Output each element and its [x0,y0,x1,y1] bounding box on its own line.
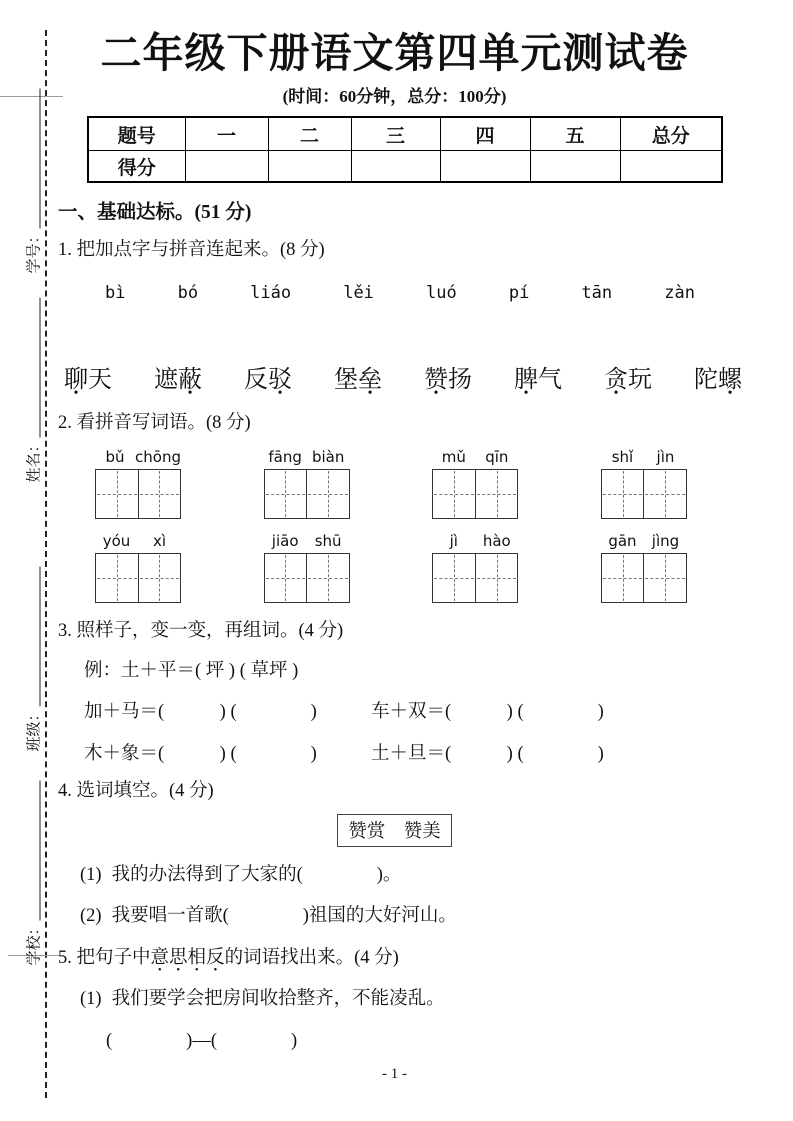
char: 聊 [64,367,88,394]
pinyin-write-row [95,448,687,519]
school-blank-line [39,781,41,921]
pinyin-label: jìng [651,532,680,551]
question-1-words-row [64,359,742,394]
pinyin-pair [432,448,518,466]
score-header-cell: 题号 [88,117,185,151]
pinyin-label: mǔ [441,448,466,467]
pinyin-write-group [432,532,518,603]
writing-grid-box [601,553,687,603]
dotted-word [334,359,382,394]
score-header-cell: 二 [268,117,351,151]
char: 垒 [358,367,382,394]
pinyin-label: xì [152,532,167,551]
pinyin-label: jìn [656,448,675,467]
fold-dash-line [45,30,47,1098]
school-label: 学校： [26,920,43,966]
class-blank-line [39,567,41,707]
pinyin-label: zàn [664,283,695,304]
char-combine-item: 车＋双＝( ) ( ) [371,702,604,723]
writing-grid-cell [433,554,475,602]
writing-grid-cell [475,470,518,518]
char: 玩 [628,367,652,394]
pinyin-write-group [432,448,518,519]
pinyin-label: hào [482,532,511,551]
writing-grid-box [264,553,350,603]
pinyin-label: jì [449,532,458,551]
question-5-answer-blank: ( )—( ) [106,1030,298,1051]
pinyin-label: biàn [311,448,345,467]
score-header-cell: 一 [185,117,268,151]
char: 气 [538,367,562,394]
char: 反 [244,367,268,394]
question-1-pinyin-row [105,283,695,303]
question-2-writing-grids [58,448,731,603]
question-4-title: 4. 选词填空。(4 分) [58,781,214,802]
pinyin-write-row [95,532,687,603]
writing-grid-cell [138,470,181,518]
pinyin-write-group [95,448,181,519]
char: 陀 [694,367,718,394]
pinyin-write-group [264,532,350,603]
pinyin-label: gān [608,532,637,551]
pinyin-label: tān [581,283,613,304]
char-combine-item: 加＋马＝( ) ( ) [84,702,317,723]
paper-subtitle: (时间：60分钟，总分：100分) [282,87,507,107]
writing-grid-box [432,553,518,603]
sub-question [58,904,731,929]
char: 相 [187,947,207,968]
class-field [22,567,44,752]
question-5-title: 5. 把句子中意思相反的词语找出来。(4 分) [58,946,731,971]
writing-grid-cell [265,470,307,518]
sub-question-number: (2) [80,905,102,926]
score-input-cell [440,151,530,183]
pinyin-label: luó [426,283,457,304]
pinyin-pair [601,532,687,550]
school-field [22,781,44,966]
score-header-cell: 五 [530,117,620,151]
pinyin-label: yóu [102,532,131,551]
dotted-word [154,359,202,394]
char: 天 [88,367,112,394]
writing-grid-cell [475,554,518,602]
writing-grid-cell [306,554,349,602]
char: 赞 [424,367,448,394]
writing-grid-box [432,469,518,519]
char: 遮 [154,367,178,394]
sub-question-number: (1) [80,865,102,886]
writing-grid-cell [602,470,644,518]
char: 驳 [268,367,292,394]
section-1-title: 一、基础达标。(51 分) [58,202,252,224]
char: 脾 [514,367,538,394]
pinyin-pair [95,448,181,466]
dotted-word [424,359,472,394]
dotted-word [64,359,112,394]
paper-content [58,0,742,1083]
writing-grid-cell [433,470,475,518]
sub-question [58,863,731,888]
pinyin-label: bǔ [105,448,125,467]
char: 反 [206,947,225,968]
writing-grid-box [264,469,350,519]
pinyin-label: bó [177,283,199,304]
dotted-word [694,359,742,394]
pinyin-write-group [601,532,687,603]
question-3-title: 3. 照样子，变一变，再组词。(4 分) [58,621,344,642]
sub-question-text: 我要唱一首歌( )祖国的大好河山。 [111,905,457,926]
writing-grid-box [601,469,687,519]
page-number: - 1 - [382,1065,407,1082]
pinyin-write-group [95,532,181,603]
student-name-blank-line [39,298,41,438]
sub-question [58,987,731,1012]
dotted-word [244,359,292,394]
question-1-title: 1. 把加点字与拼音连起来。(8 分) [58,240,325,261]
writing-grid-cell [96,554,138,602]
writing-grid-cell [265,554,307,602]
pinyin-label: shǐ [611,448,634,467]
pinyin-label: fāng [268,448,302,467]
score-input-cell [351,151,440,183]
score-header-cell: 四 [440,117,530,151]
writing-grid-cell [306,470,349,518]
score-input-cell [530,151,620,183]
score-header-cell: 三 [351,117,440,151]
score-table-header-row [88,117,722,151]
pinyin-label: chōng [135,448,181,467]
pinyin-pair [432,532,518,550]
student-name-field [22,298,44,483]
pinyin-label: liáo [250,283,292,304]
student-id-blank-line [39,89,41,229]
writing-grid-cell [602,554,644,602]
score-input-cell [268,151,351,183]
pinyin-label: qīn [485,448,509,467]
paper-title: 二年级下册语文第四单元测试卷 [100,30,689,76]
pinyin-pair [601,448,687,466]
sub-question-text: 我的办法得到了大家的( )。 [111,865,402,886]
pinyin-label: bì [105,283,126,304]
student-id-label: 学号： [26,228,43,274]
word-choice-box-wrap [58,814,731,847]
writing-grid-cell [643,554,686,602]
score-row-label: 得分 [88,151,185,183]
writing-grid-box [95,469,181,519]
question-2-title: 2. 看拼音写词语。(8 分) [58,413,251,434]
pinyin-label: shū [314,532,342,551]
sub-question-text: 我们要学会把房间收拾整齐，不能凌乱。 [111,988,445,1009]
score-input-cell [185,151,268,183]
pinyin-pair [264,448,350,466]
pinyin-write-group [601,448,687,519]
char: 扬 [448,367,472,394]
question-3-items [58,697,731,765]
score-table [87,116,723,183]
question-5-items [58,987,731,1012]
question-4-items [58,863,731,929]
score-table-score-row [88,151,722,183]
char: 思 [169,947,188,968]
pinyin-label: lěi [343,283,374,304]
question-3-example: 例：土＋平＝( 坪 ) ( 草坪 ) [84,661,299,682]
char: 堡 [334,367,358,394]
writing-grid-box [95,553,181,603]
char: 蔽 [178,367,202,394]
class-label: 班级： [26,706,43,752]
char: 贪 [604,367,628,394]
pinyin-pair [264,532,350,550]
dotted-word [514,359,562,394]
score-input-cell [620,151,722,183]
pinyin-label: jiāo [271,532,299,551]
score-header-cell: 总分 [620,117,722,151]
pinyin-label: pí [508,283,530,304]
writing-grid-cell [138,554,181,602]
pinyin-write-group [264,448,350,519]
sub-question-number: (1) [80,988,102,1009]
char: 意 [150,947,170,968]
student-id-field [22,89,44,274]
word-choice-box: 赞赏 赞美 [337,814,452,847]
dotted-word [604,359,652,394]
char-combine-item: 土＋旦＝( ) ( ) [371,744,604,765]
pinyin-pair [95,532,181,550]
writing-grid-cell [96,470,138,518]
char: 螺 [718,367,742,394]
student-name-label: 姓名： [26,437,43,483]
char-combine-item: 木＋象＝( ) ( ) [84,744,317,765]
writing-grid-cell [643,470,686,518]
